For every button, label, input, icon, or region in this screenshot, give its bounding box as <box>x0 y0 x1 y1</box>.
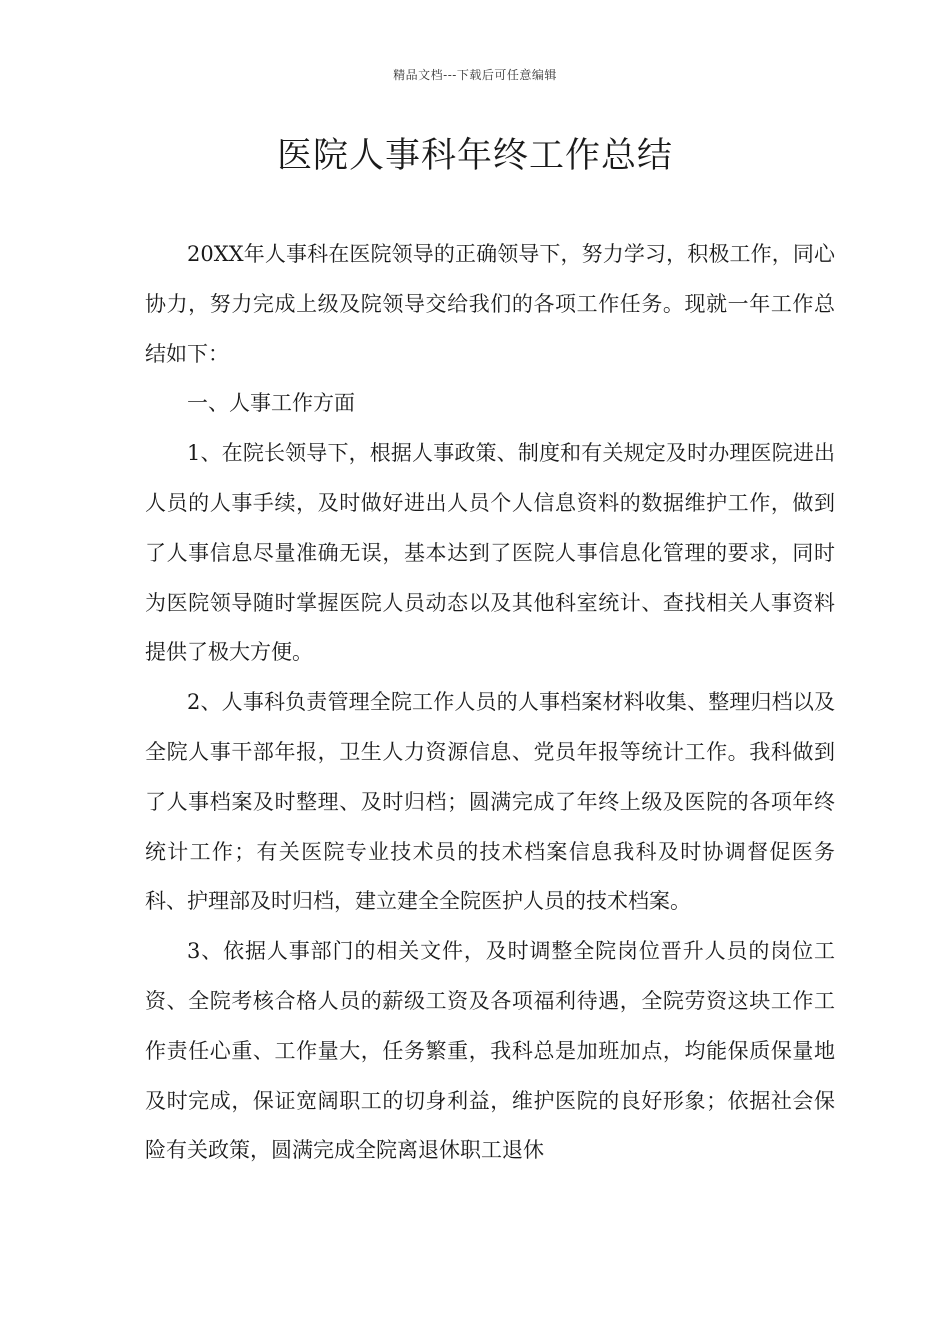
paragraph-intro: 20XX年人事科在医院领导的正确领导下，努力学习，积极工作，同心协力，努力完成上级及院领导交给我们的各项工作任务。现就一年工作总结如下： <box>145 242 835 366</box>
document-title: 医院人事科年终工作总结 <box>276 136 673 176</box>
document-body <box>145 230 835 1176</box>
paragraph-item-3: 3、依据人事部门的相关文件，及时调整全院岗位晋升人员的岗位工资、全院考核合格人员的薪级工资及各项福利待遇，全院劳资这块工作工作责任心重、工作量大，任务繁重，我科总是加班加点，均能保质保量地及时完成，保证宽阔职工的切身利益，维护医院的良好形象；依据社会保险有关政策，圆满完成全院离退休职工退休 <box>145 939 835 1163</box>
paragraph-item-1: 1、在院长领导下，根据人事政策、制度和有关规定及时办理医院进出人员的人事手续，及时做好进出人员个人信息资料的数据维护工作，做到了人事信息尽量准确无误，基本达到了医院人事信息化管理的要求，同时为医院领导随时掌握医院人员动态以及其他科室统计、查找相关人事资料提供了极大方便。 <box>145 441 835 665</box>
section-heading: 一、人事工作方面 <box>187 391 355 416</box>
header-note: 精品文档---下载后可任意编辑 <box>393 68 557 82</box>
paragraph-item-2: 2、人事科负责管理全院工作人员的人事档案材料收集、整理归档以及全院人事干部年报，卫生人力资源信息、党员年报等统计工作。我科做到了人事档案及时整理、及时归档；圆满完成了年终上级及医院的各项年终统计工作；有关医院专业技术员的技术档案信息我科及时协调督促医务科、护理部及时归档，建立建全全院医护人员的技术档案。 <box>145 690 835 914</box>
